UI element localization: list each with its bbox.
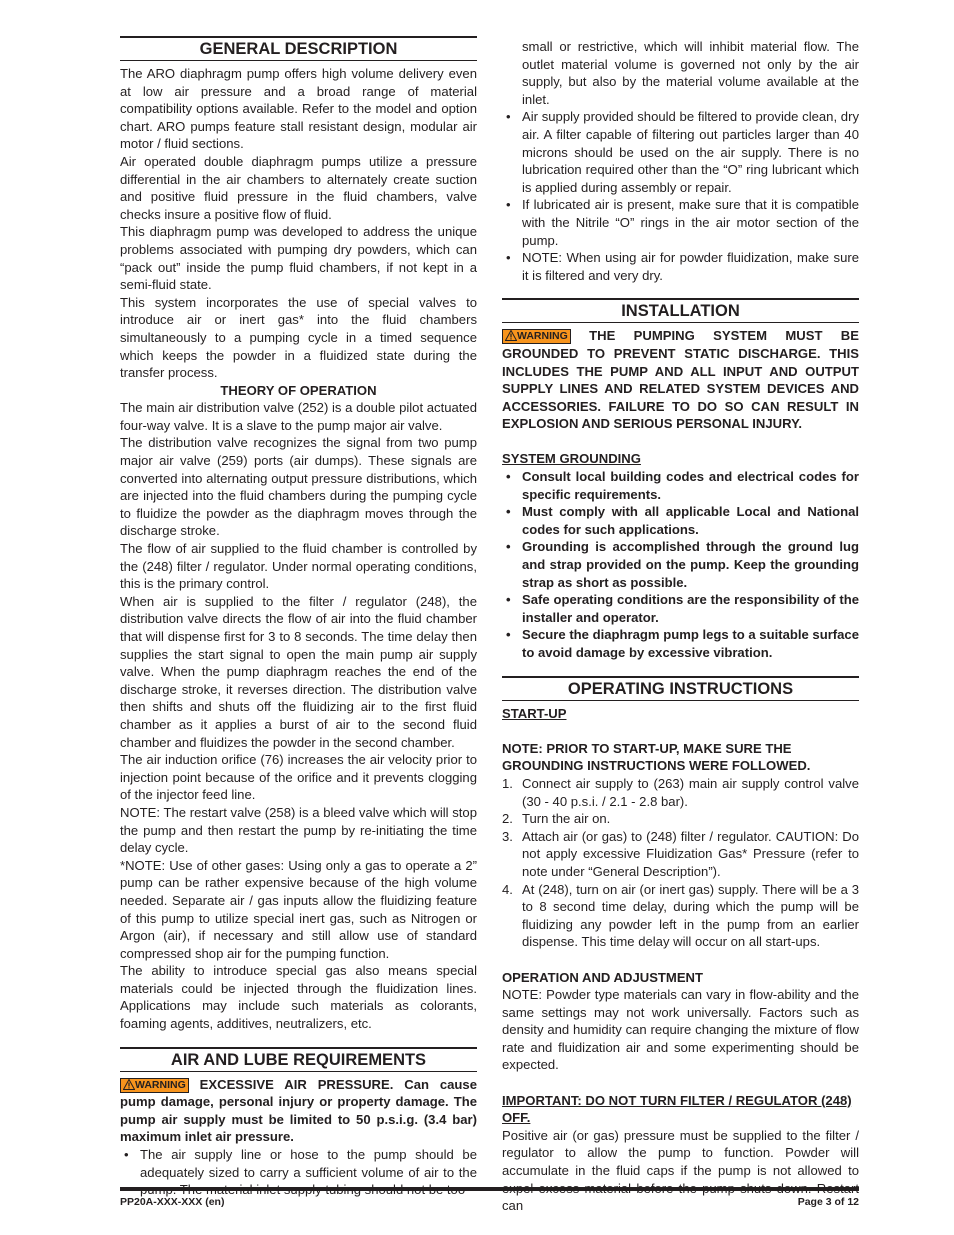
list-item: • Secure the diaphragm pump legs to a suitable surface to avoid damage by excessive vibration. [506,627,859,660]
paragraph: The main air distribution valve (252) is a double pilot actuated four-way valve. It is a slave to the pump major air valve. [120,400,477,433]
paragraph: This system incorporates the use of special valves to introduce air or inert gas* into the fluid chambers simultaneously to a pumping cycle in a timed sequence which keeps the powder in a fluidized state during the transfer process. [120,294,477,381]
warning-text: THE PUMPING SYSTEM MUST BE GROUNDED TO PREVENT STATIC DISCHARGE. THIS INCLUDES THE PUMP AND ALL INPUT AND OUTPUT SUPPLY LINES AND RELATED SYSTEM DEVICES AND ACCESSORIES. FAILURE TO DO SO CAN RESULT IN EXPLOSION AND SERIOUS PERSONAL INJURY. [502,328,859,432]
air-lube-bullets [502,108,859,284]
list-item: • Consult local building codes and electrical codes for specific requirements. [506,469,859,502]
page-number: Page 3 of 12 [797,1196,859,1208]
list-item: • The air supply line or hose to the pump should be adequately sized to carry a sufficient volume of air to the pump. The material inlet supply tubing should not be too [124,1147,477,1198]
paragraph: When air is supplied to the filter / regulator (248), the distribution valve directs the flow of air into the fluid chamber that will dispense first for 3 to 8 seconds. The time delay then supplies the start signal to open the main pump air supply valve. When the pump diaphragm reaches the end of the discharge stroke, it reverses direction. The distribution valve then shifts and shuts off the fluidizing air to the first fluid chamber as it applies a burst of air to the second fluid chamber and fluidizes the powder in the second chamber. [120,593,477,750]
startup-label: START-UP [502,705,567,721]
left-column [120,36,477,1199]
list-item: • Must comply with all applicable Local and National codes for such applications. [506,504,859,537]
startup-steps [502,775,859,951]
paragraph: small or restrictive, which will inhibit material flow. The outlet material volume is governed not only by the air supply, but also by the material volume available at the inlet. [522,39,859,107]
list-item: • Air supply provided should be filtered to provide clean, dry air. A filter capable of filtering out particles larger than 40 microns should be used on the air supply. There is no lubrication required other than the “O” ring lubricant which is applied during assembly or repair. [506,109,859,195]
installation-heading: INSTALLATION [502,298,859,323]
paragraph: NOTE: Powder type materials can vary in flow-ability and the same settings may not work universally. Factors such as density and humidity can require changing the mixture of flow rate and fluidization air and some experimenting should be expected. [502,987,859,1073]
paragraph: *NOTE: Use of other gases: Using only a gas to operate a 2” pump can be rather expensive because of the high volume needed. Separate air / gas inputs allow the fluidizing feature of this pump to utilize special inert gas, such as Nitrogen or Argon (air), if necessary and still allow use of standard compressed shop air for the pumping function. [120,857,477,961]
startup-note: NOTE: PRIOR TO START-UP, MAKE SURE THE GROUNDING INSTRUCTIONS WERE FOLLOWED. [502,740,811,774]
list-item: • Grounding is accomplished through the ground lug and strap provided on the pump. Keep the grounding strap as short as possible. [506,539,859,590]
page-footer [120,1187,859,1209]
list-item: 1. Connect air supply to (263) main air supply control valve (30 - 40 p.s.i. / 2.1 - 2.8 bar). [502,775,859,809]
air-pressure-warning [120,1076,477,1146]
system-grounding-label: SYSTEM GROUNDING [502,451,641,467]
grounding-list [502,468,859,662]
list-item: • If lubricated air is present, make sure that it is compatible with the Nitrile “O” rings in the air motor section of the pump. [506,197,859,248]
warning-text: EXCESSIVE AIR PRESSURE. Can cause pump damage, personal injury or property damage. The pump air supply must be limited to 50 p.s.i.g. (3.4 bar) maximum inlet air pressure. [120,1076,477,1145]
grounding-warning [502,327,859,433]
paragraph: The flow of air supplied to the fluid chamber is controlled by the (248) filter / regulator. Under normal operating conditions, this is the primary control. [120,541,477,592]
warning-badge: WARNING [120,1078,189,1093]
list-item: • Safe operating conditions are the responsibility of the installer and operator. [506,592,859,625]
document-id: PP20A-XXX-XXX (en) [120,1196,225,1208]
warning-triangle-icon [123,1079,135,1090]
paragraph: NOTE: The restart valve (258) is a bleed valve which will stop the pump and then restart the pump by re-initiating the time delay cycle. [120,804,477,856]
paragraph: The air induction orifice (76) increases the air velocity prior to injection point because of the orifice and it prevents clogging of the injector feed line. [120,752,477,803]
right-column [502,38,859,1215]
theory-heading: THEORY OF OPERATION [220,382,377,398]
operating-instructions-heading: OPERATING INSTRUCTIONS [502,676,859,701]
warning-badge: WARNING [502,329,571,344]
list-item: 2. Turn the air on. [502,811,611,827]
general-description-heading: GENERAL DESCRIPTION [120,36,477,61]
list-item: 4. At (248), turn on air (or inert gas) supply. There will be a 3 to 8 second time delay, during which the pump will be fluidizing any powder left in the pump from an earlier dispense. This time delay will occur on all start-ups. [502,881,859,950]
list-item: • NOTE: When using air for powder fluidization, make sure it is filtered and very dry. [506,250,859,283]
important-label: IMPORTANT: DO NOT TURN FILTER / REGULATOR (248) OFF. [502,1092,852,1126]
operation-adjustment-label: OPERATION AND ADJUSTMENT [502,969,704,985]
paragraph: This diaphragm pump was developed to address the unique problems associated with pumping dry powders, which can “pack out” inside the pump fluid chambers, if not kept in a semi-fluid state. [120,224,477,293]
warning-triangle-icon [505,330,517,341]
list-item: 3. Attach air (or gas) to (248) filter / regulator. CAUTION: Do not apply excessive Fluidization Gas* Pressure (refer to note under “General Description”). [502,828,859,879]
paragraph: Positive air (or gas) pressure must be supplied to the filter / regulator to allow the pump to function. Powder will accumulate in the fluid caps if the pump is not allowed to expel excess material before the pump shuts down. Restart can [502,1127,859,1214]
paragraph: The ARO diaphragm pump offers high volume delivery even at low air pressure and a broad range of material compatibility options available. Refer to the model and option chart. ARO pumps feature stall resistant design, modular air motor / fluid sections. [120,66,477,152]
air-lube-heading: AIR AND LUBE REQUIREMENTS [120,1047,477,1072]
paragraph: Air operated double diaphragm pumps utilize a pressure differential in the air chambers to alternately create suction and positive fluid pressure in the fluid chambers, valve checks insure a positive flow of fluid. [120,153,477,222]
paragraph: The ability to introduce special gas also means special materials could be injected through the fluidization lines. Applications may include such materials as colorants, foaming agents, additives, neutralizers, etc. [120,963,477,1032]
paragraph: The distribution valve recognizes the signal from two pump major air valve (259) ports (air dumps). These signals are converted into alternating output pressure distributions, which are injected into the fluid chambers during the pumping cycle to fluidize the powder as the diaphragm moves through the discharge stroke. [120,435,477,539]
